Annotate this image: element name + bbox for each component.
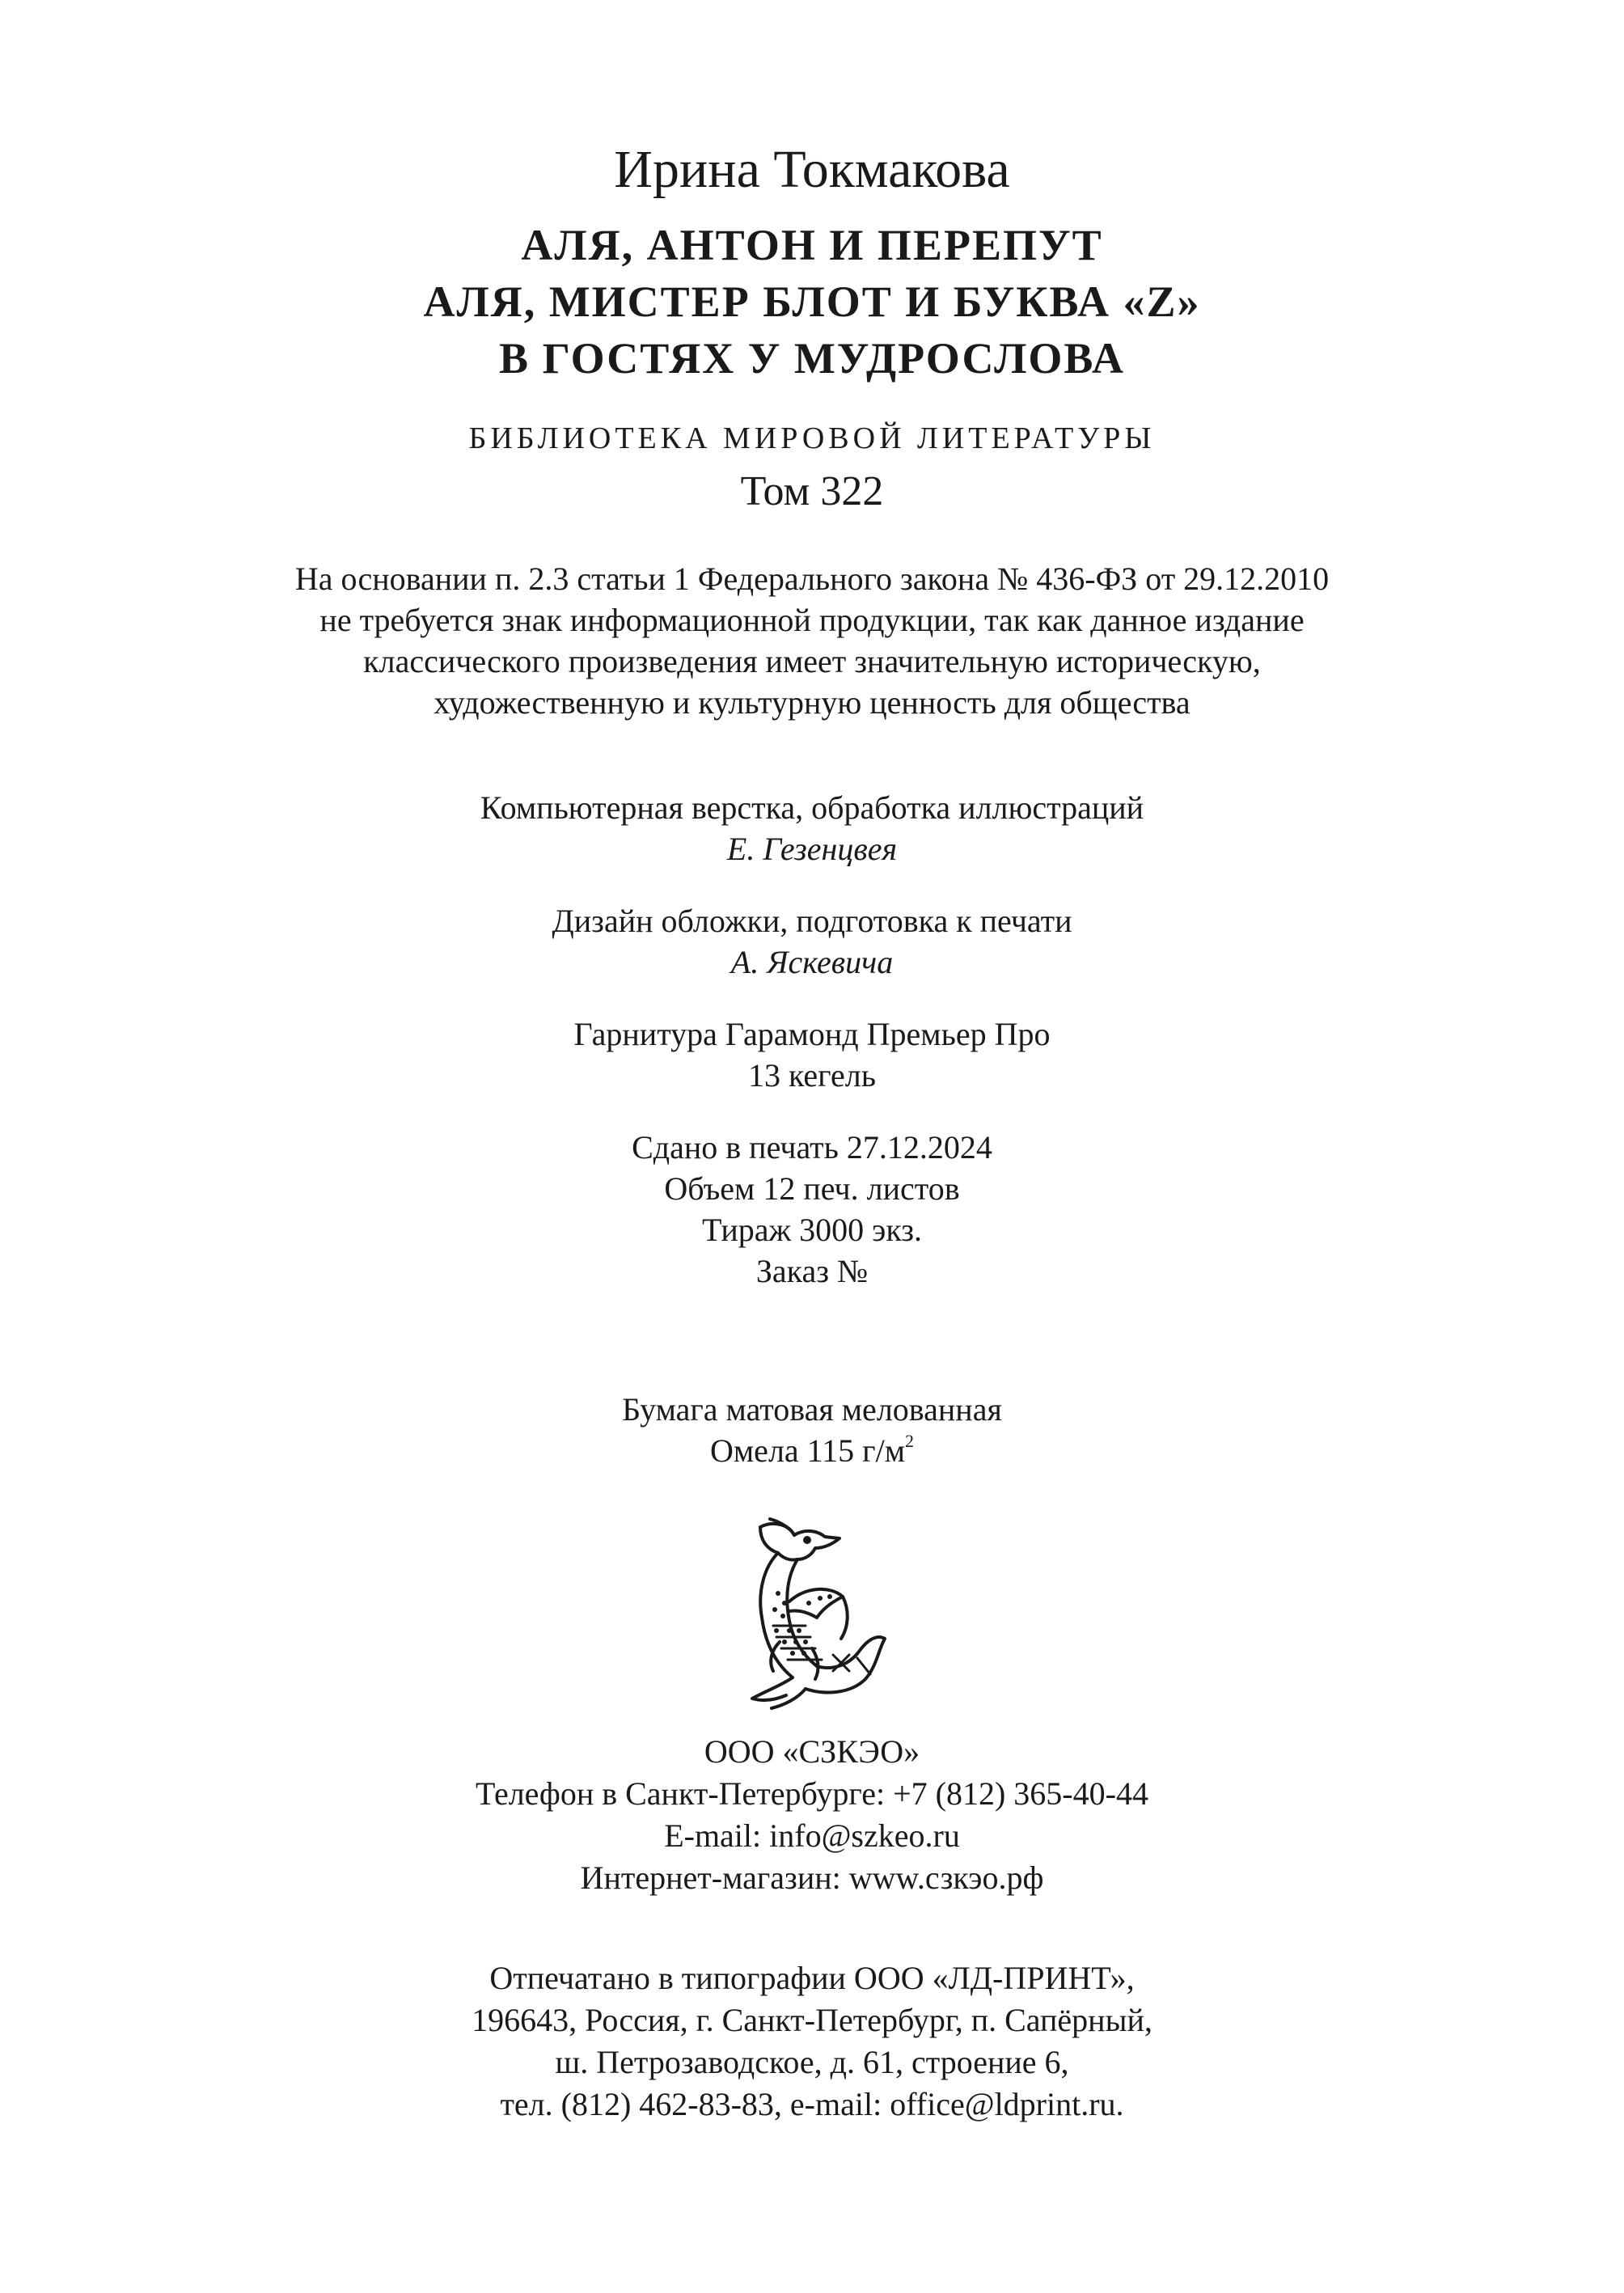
volume-line: Том 322	[740, 468, 884, 514]
legal-line-4: художественную и культурную ценность для общества	[433, 684, 1191, 721]
volume-sheets-line: Объем 12 печ. листов	[664, 1170, 960, 1207]
typeface-info	[0, 1013, 1624, 1096]
author-line: Ирина Токмакова	[614, 140, 1010, 199]
title-line-1: АЛЯ, АНТОН И ПЕРЕПУТ	[521, 221, 1103, 269]
typeface-line: Гарнитура Гарамонд Премьер Про	[573, 1016, 1051, 1052]
title-line-3: В ГОСТЯХ У МУДРОСЛОВА	[499, 334, 1125, 383]
credit-layout	[0, 787, 1624, 869]
print-details	[0, 1127, 1624, 1292]
legal-line-3: классического произведения имеет значительную историческую,	[363, 643, 1261, 679]
credit-person: А. Яскевича	[730, 944, 894, 980]
print-date-line: Сдано в печать 27.12.2024	[632, 1129, 992, 1166]
publisher-info	[0, 1731, 1624, 1899]
printer-info	[0, 1957, 1624, 2126]
paper-weight-text: Омела 115 г/м	[709, 1432, 905, 1469]
credit-role: Дизайн обложки, подготовка к печати	[552, 903, 1072, 939]
title-line-2: АЛЯ, МИСТЕР БЛОТ И БУКВА «Z»	[423, 277, 1201, 326]
printer-line-1: Отпечатано в типографии ООО «ЛД-ПРИНТ»,	[489, 1960, 1135, 1996]
publisher-email: E-mail: info@szkeo.ru	[664, 1817, 960, 1854]
credit-cover-design	[0, 900, 1624, 983]
printer-line-3: ш. Петрозаводское, д. 61, строение 6,	[555, 2044, 1069, 2080]
printer-line-4: тел. (812) 462-83-83, e-mail: office@ldprint.ru.	[500, 2086, 1124, 2122]
credit-person: Е. Гезенцвея	[726, 831, 898, 867]
legal-line-2: не требуется знак информационной продукции, так как данное издание	[319, 602, 1305, 638]
paper-type-line: Бумага матовая мелованная	[622, 1391, 1002, 1428]
order-number-line: Заказ №	[755, 1253, 869, 1289]
paper-weight-line	[0, 1430, 1624, 1471]
printer-line-2: 196643, Россия, г. Санкт-Петербург, п. Сапёрный,	[472, 2002, 1152, 2038]
print-run-line: Тираж 3000 экз.	[701, 1212, 923, 1248]
book-titles	[0, 217, 1624, 387]
paper-weight-superscript: 2	[905, 1431, 914, 1451]
series-line: БИБЛИОТЕКА МИРОВОЙ ЛИТЕРАТУРЫ	[468, 421, 1156, 455]
paper-info	[0, 1389, 1624, 1471]
publisher-name: ООО «СЗКЭО»	[704, 1733, 920, 1770]
legal-notice	[0, 558, 1624, 723]
series-name	[0, 416, 1624, 461]
author-name	[0, 137, 1624, 202]
font-size-line: 13 кегель	[747, 1057, 877, 1094]
publisher-phone: Телефон в Санкт-Петербурге: +7 (812) 365-40-44	[476, 1775, 1148, 1812]
legal-line-1: На основании п. 2.3 статьи 1 Федерального закона № 436-ФЗ от 29.12.2010	[294, 561, 1330, 597]
dragon-logo-icon	[728, 1512, 898, 1715]
publisher-website: Интернет-магазин: www.сзкэо.рф	[580, 1859, 1044, 1896]
volume-number	[0, 466, 1624, 518]
credit-role: Компьютерная верстка, обработка иллюстраций	[480, 789, 1144, 826]
